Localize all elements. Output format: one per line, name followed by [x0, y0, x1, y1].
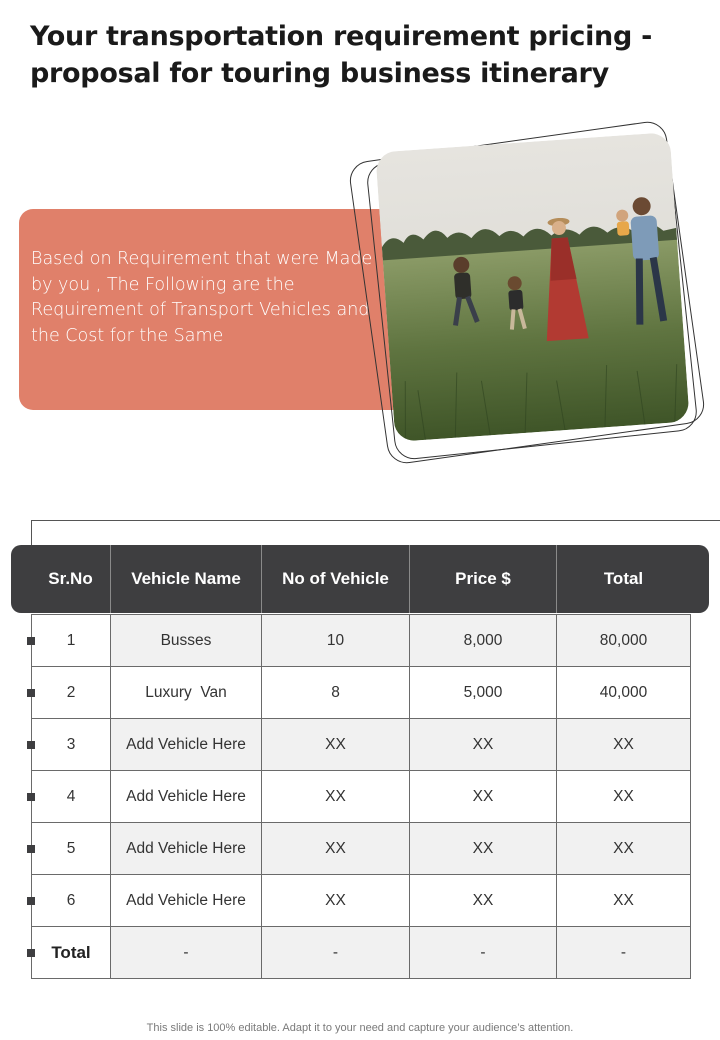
cell-no-of-vehicle: 10: [262, 615, 410, 667]
page-title: [30, 18, 690, 92]
cell-price: XX: [410, 875, 557, 927]
cell-no-of-vehicle: XX: [262, 719, 410, 771]
cell-vehicle-name: Busses: [111, 615, 262, 667]
cell-total: 40,000: [557, 667, 691, 719]
cell-vehicle-name: Add Vehicle Here: [111, 771, 262, 823]
cell-vehicle-name: Add Vehicle Here: [111, 875, 262, 927]
cell-total: XX: [557, 823, 691, 875]
cell-vehicle-name: Add Vehicle Here: [111, 719, 262, 771]
cell-vehicle-name: Luxury Van: [111, 667, 262, 719]
row-bullet-icon: [27, 689, 35, 697]
header-sr-no: Sr.No: [48, 569, 93, 588]
footer-note: This slide is 100% editable. Adapt it to your need and capture your audience’s attention.: [146, 1022, 574, 1034]
cell-total: XX: [557, 875, 691, 927]
cell-no-of-vehicle: 8: [262, 667, 410, 719]
cell-no-of-vehicle: XX: [262, 771, 410, 823]
table-row: [32, 667, 691, 719]
table-frame-line: [31, 520, 720, 521]
table-frame-left-line: [31, 520, 32, 546]
cell-sr-no: 1: [32, 615, 111, 667]
header-divider: [261, 545, 262, 613]
cell-total: XX: [557, 719, 691, 771]
table-row: [32, 875, 691, 927]
cell-total-label: Total: [32, 927, 111, 979]
cell-sr-no: 2: [32, 667, 111, 719]
header-divider: [556, 545, 557, 613]
pricing-table: [31, 614, 691, 979]
cell-total-price: -: [410, 927, 557, 979]
cell-price: XX: [410, 771, 557, 823]
header-vehicle-name: Vehicle Name: [131, 569, 241, 588]
row-bullet-icon: [27, 637, 35, 645]
table-row: [32, 771, 691, 823]
header-total: Total: [603, 569, 644, 588]
row-bullet-icon: [27, 741, 35, 749]
row-bullet-icon: [27, 949, 35, 957]
table-total-row: [32, 927, 691, 979]
header-no-of-vehicle: No of Vehicle: [282, 569, 389, 588]
row-bullet-icon: [27, 793, 35, 801]
cell-no-of-vehicle: XX: [262, 823, 410, 875]
cell-price: 8,000: [410, 615, 557, 667]
cell-sr-no: 4: [32, 771, 111, 823]
cell-price: XX: [410, 719, 557, 771]
table-row: [32, 823, 691, 875]
header-divider: [110, 545, 111, 613]
cell-total: 80,000: [557, 615, 691, 667]
cell-total-total: -: [557, 927, 691, 979]
callout-text: Based on Requirement that were Made by you , The Following are the Requirement of Transport Vehicles and the Cost for the Same: [31, 249, 373, 346]
cell-total: XX: [557, 771, 691, 823]
table-row: [32, 615, 691, 667]
table-row: [32, 719, 691, 771]
row-bullet-icon: [27, 845, 35, 853]
cell-sr-no: 5: [32, 823, 111, 875]
cell-total-vehicle-name: -: [111, 927, 262, 979]
cell-price: 5,000: [410, 667, 557, 719]
header-divider: [409, 545, 410, 613]
cell-total-no-of-vehicle: -: [262, 927, 410, 979]
header-price: Price $: [455, 569, 511, 588]
cell-vehicle-name: Add Vehicle Here: [111, 823, 262, 875]
cell-sr-no: 3: [32, 719, 111, 771]
title-line-2: proposal for touring business itinerary: [30, 58, 609, 89]
cell-no-of-vehicle: XX: [262, 875, 410, 927]
cell-sr-no: 6: [32, 875, 111, 927]
row-bullet-icon: [27, 897, 35, 905]
family-walking-photo: [375, 132, 690, 442]
title-line-1: Your transportation requirement pricing -: [30, 21, 652, 52]
cell-price: XX: [410, 823, 557, 875]
